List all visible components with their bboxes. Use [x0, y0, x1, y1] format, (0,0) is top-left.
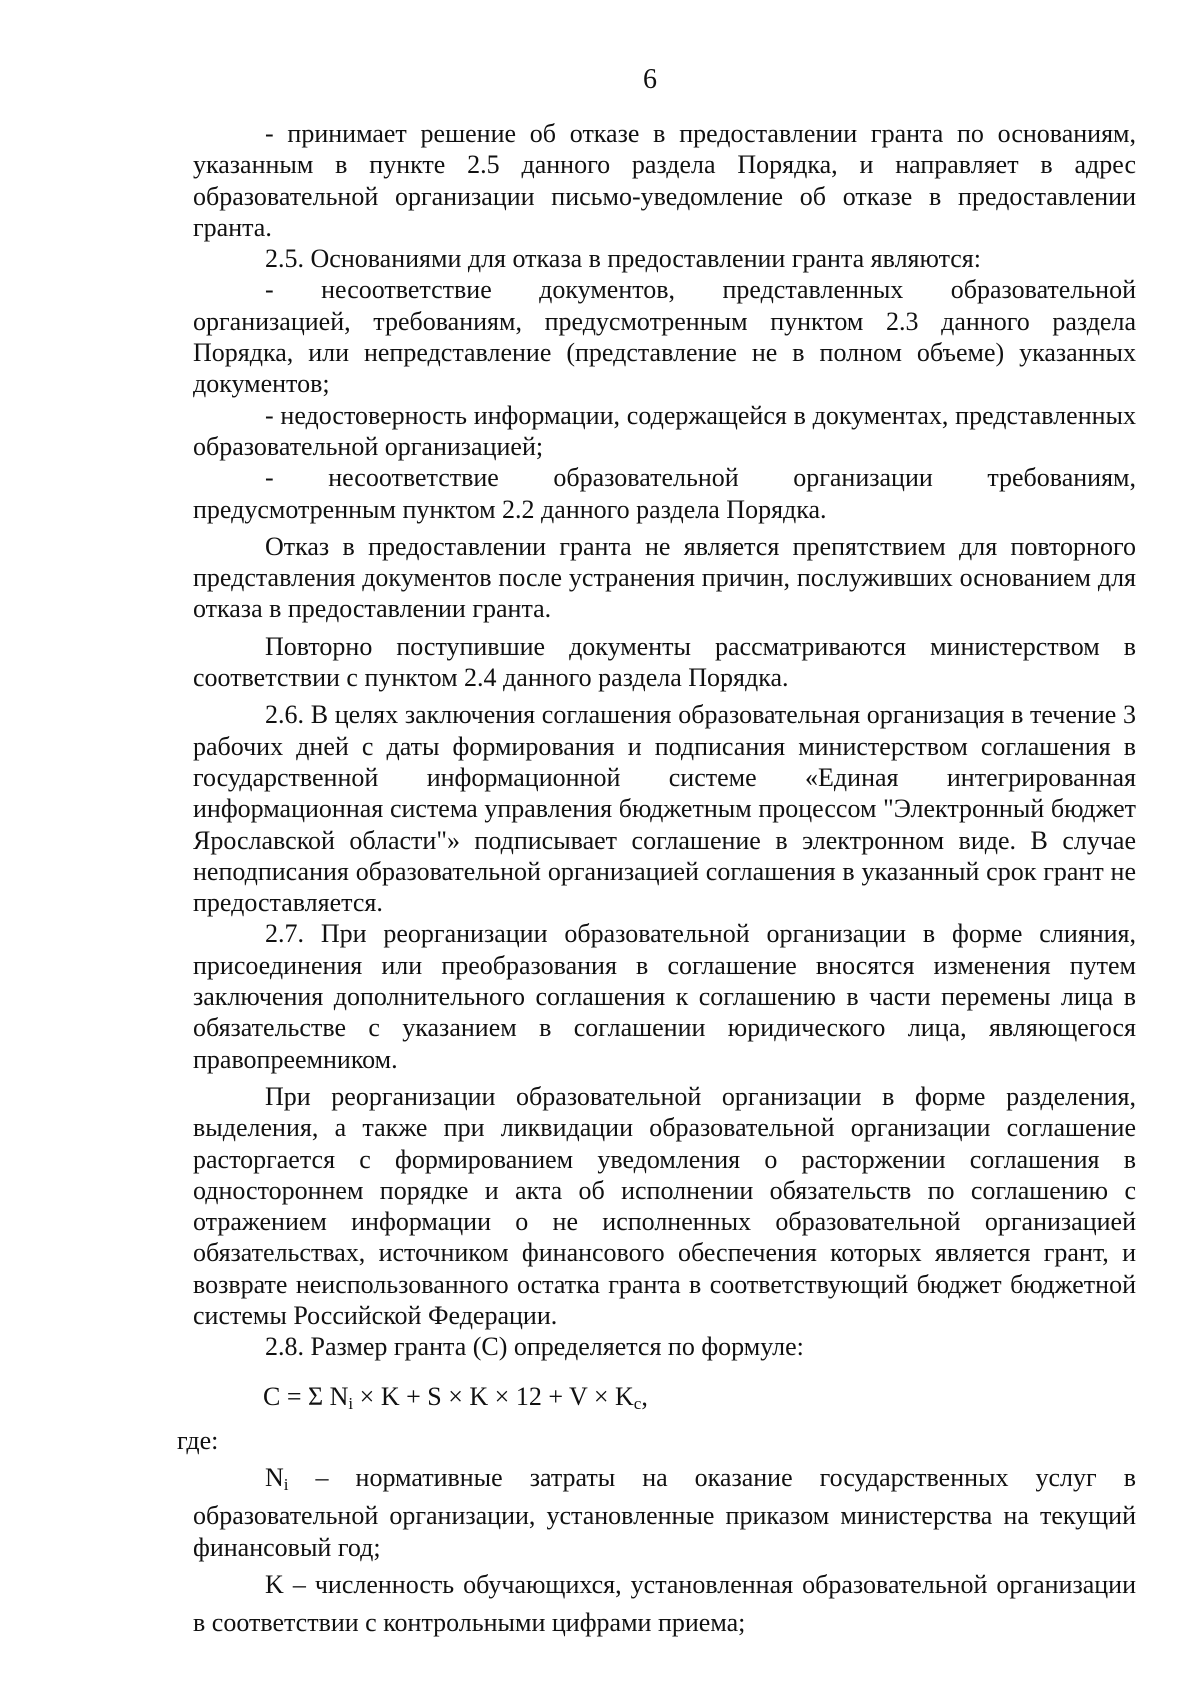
definition-text: – нормативные затраты на оказание государственных услуг в образовательной организации, установленные приказом министерства на текущий финансовый год;	[193, 1463, 1136, 1562]
where-label: где:	[177, 1425, 219, 1455]
paragraph: - недостоверность информации, содержащейся в документах, представленных образовательной организацией;	[193, 400, 1136, 461]
paragraph: 2.5. Основаниями для отказа в предоставлении гранта являются:	[265, 244, 981, 274]
paragraph: 2.6. В целях заключения соглашения образовательная организация в течение 3 рабочих дней с даты формирования и подписания министерством соглашения в государственной информационной системе «Единая интегрированная информационная система управления бюджетным процессом "Электронный бюджет Ярославской области"» подписывает соглашение в электронном виде. В случае неподписания образовательной организацией соглашения в указанный срок грант не предоставляется.	[193, 700, 1136, 918]
page-number: 6	[643, 64, 657, 95]
formula-part: ,	[641, 1381, 648, 1411]
formula-subscript: c	[633, 1393, 642, 1413]
definition-symbol: N	[265, 1463, 284, 1493]
definition	[193, 1569, 1136, 1639]
paragraph: - несоответствие образовательной организации требованиям, предусмотренным пунктом 2.2 данного раздела Порядка.	[193, 463, 1136, 524]
paragraph: - принимает решение об отказе в предоставлении гранта по основаниям, указанным в пункте 2.5 данного раздела Порядка, и направляет в адрес образовательной организации письмо-уведомление об отказе в предоставлении гранта.	[193, 119, 1136, 242]
definition	[193, 1462, 1136, 1563]
formula-part: × K + S × K × 12 + V × K	[353, 1381, 634, 1411]
paragraph: Отказ в предоставлении гранта не является препятствием для повторного представления документов после устранения причин, послуживших основанием для отказа в предоставлении гранта.	[193, 531, 1136, 624]
definition-symbol: K	[265, 1570, 284, 1600]
paragraph: 2.7. При реорганизации образовательной организации в форме слияния, присоединения или преобразования в соглашение вносятся изменения путем заключения дополнительного соглашения к соглашению в части перемены лица в обязательстве с указанием в соглашении юридического лица, являющегося правопреемником.	[193, 919, 1136, 1074]
paragraph: Повторно поступившие документы рассматриваются министерством в соответствии с пунктом 2.4 данного раздела Порядка.	[193, 631, 1136, 693]
paragraph: При реорганизации образовательной организации в форме разделения, выделения, а также при ликвидации образовательной организации соглашение расторгается с формированием уведомления о расторжении соглашения в одностороннем порядке и акта об исполнении обязательств по соглашению с отражением информации о не исполненных образовательной организацией обязательствах, источником финансового обеспечения которых является грант, и возврате неиспользованного остатка гранта в соответствующий бюджет бюджетной системы Российской Федерации.	[193, 1081, 1136, 1330]
paragraph: - несоответствие документов, представленных образовательной организацией, требованиям, предусмотренным пунктом 2.3 данного раздела Порядка, или непредставление (представление не в полном объеме) указанных документов;	[193, 275, 1136, 399]
definition-text: – численность обучающихся, установленная образовательной организации в соответствии с контрольными цифрами приема;	[193, 1570, 1136, 1638]
formula-subscript: i	[348, 1393, 354, 1413]
document-body	[177, 118, 1136, 1639]
paragraph: 2.8. Размер гранта (С) определяется по формуле:	[265, 1332, 804, 1362]
formula-part: С = Σ N	[263, 1381, 349, 1411]
definition-symbol-subscript: i	[283, 1475, 289, 1495]
grant-formula	[193, 1381, 1136, 1419]
